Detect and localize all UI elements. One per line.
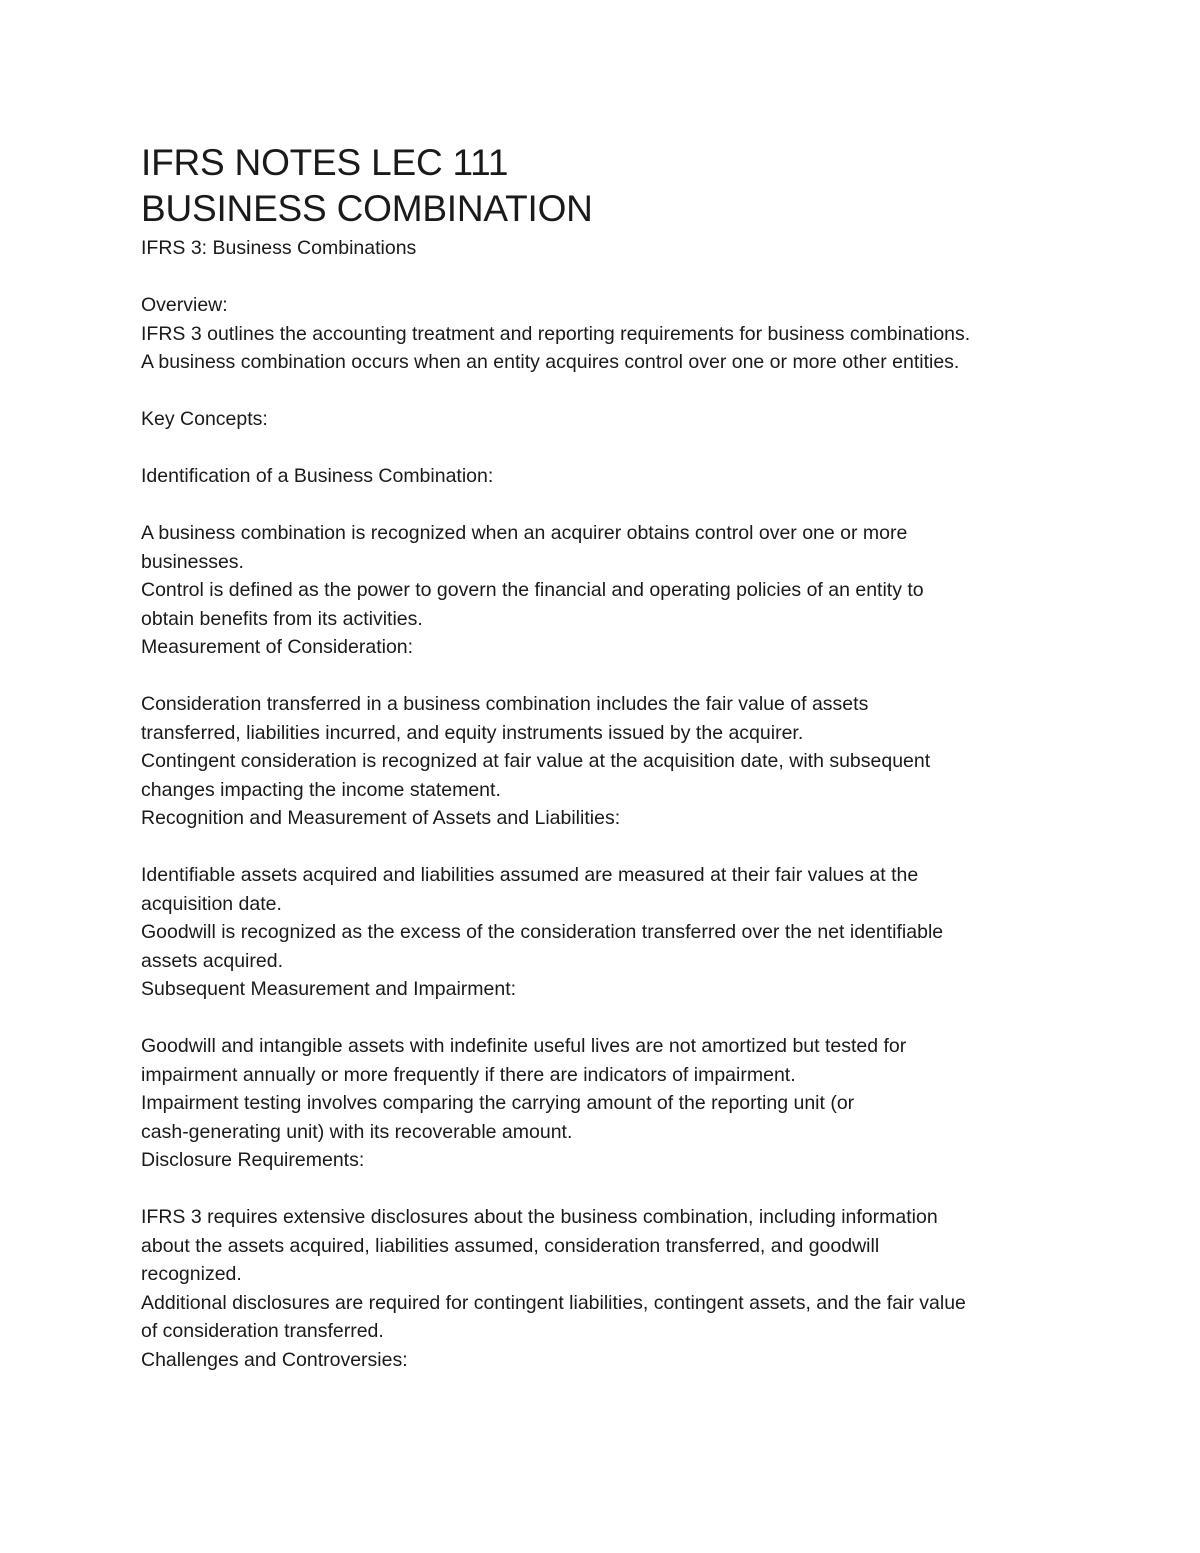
document-title-line-2: BUSINESS COMBINATION <box>141 188 593 229</box>
body-text-line: obtain benefits from its activities. <box>141 607 423 630</box>
body-text-line: recognized. <box>141 1263 242 1285</box>
body-text-line: businesses. <box>141 550 244 573</box>
body-text-line: Challenges and Controversies: <box>141 1348 408 1371</box>
body-text-line: Goodwill is recognized as the excess of the consideration transferred over the net identifiable <box>141 921 944 943</box>
body-text-line: Overview: <box>141 294 228 316</box>
body-text-line: about the assets acquired, liabilities assumed, consideration transferred, and goodwill <box>141 1234 880 1257</box>
body-text-line: assets acquired. <box>141 949 283 972</box>
blank-line <box>141 1004 1071 1033</box>
blank-line <box>141 662 1071 691</box>
body-text-line: Subsequent Measurement and Impairment: <box>141 978 517 1000</box>
body-text-line: Identification of a Business Combination: <box>141 465 494 487</box>
body-text-line: acquisition date. <box>141 892 282 915</box>
body-text-line: Identifiable assets acquired and liabilities assumed are measured at their fair values at the <box>141 864 919 886</box>
body-text-line: Key Concepts: <box>141 408 268 430</box>
body-text-line: Goodwill and intangible assets with indefinite useful lives are not amortized but tested for <box>141 1035 907 1057</box>
body-text-line: Control is defined as the power to govern the financial and operating policies of an entity to <box>141 579 924 601</box>
body-text-line: IFRS 3 requires extensive disclosures about the business combination, including information <box>141 1206 938 1228</box>
body-text-line: Recognition and Measurement of Assets and Liabilities: <box>141 807 621 829</box>
body-text-line: A business combination is recognized when an acquirer obtains control over one or more <box>141 522 908 544</box>
body-text-line: changes impacting the income statement. <box>141 778 501 801</box>
body-text-line: Consideration transferred in a business combination includes the fair value of assets <box>141 693 869 715</box>
body-text-line: IFRS 3 outlines the accounting treatment and reporting requirements for business combinations. <box>141 322 971 345</box>
body-text-line: IFRS 3: Business Combinations <box>141 237 417 259</box>
blank-line <box>141 377 1071 406</box>
body-text-line: impairment annually or more frequently if there are indicators of impairment. <box>141 1063 796 1086</box>
body-text-line: Disclosure Requirements: <box>141 1149 365 1171</box>
body-text-line: cash-generating unit) with its recoverable amount. <box>141 1120 573 1143</box>
document-body <box>141 234 1071 1374</box>
blank-line <box>141 1175 1071 1204</box>
body-text-line: Additional disclosures are required for contingent liabilities, contingent assets, and the fair value <box>141 1291 966 1314</box>
body-text-line: transferred, liabilities incurred, and equity instruments issued by the acquirer. <box>141 721 804 744</box>
blank-line <box>141 491 1071 520</box>
blank-line <box>141 833 1071 862</box>
body-text-line: of consideration transferred. <box>141 1320 384 1342</box>
body-text-line: Contingent consideration is recognized at fair value at the acquisition date, with subsequent <box>141 750 931 772</box>
blank-line <box>141 263 1071 292</box>
blank-line <box>141 434 1071 463</box>
body-text-line: Measurement of Consideration: <box>141 636 414 658</box>
document-title-line-1: IFRS NOTES LEC 111 <box>141 142 509 183</box>
body-text-line: Impairment testing involves comparing the carrying amount of the reporting unit (or <box>141 1092 855 1114</box>
body-text-line: A business combination occurs when an entity acquires control over one or more other entities. <box>141 351 960 373</box>
document-content <box>141 140 1071 1374</box>
